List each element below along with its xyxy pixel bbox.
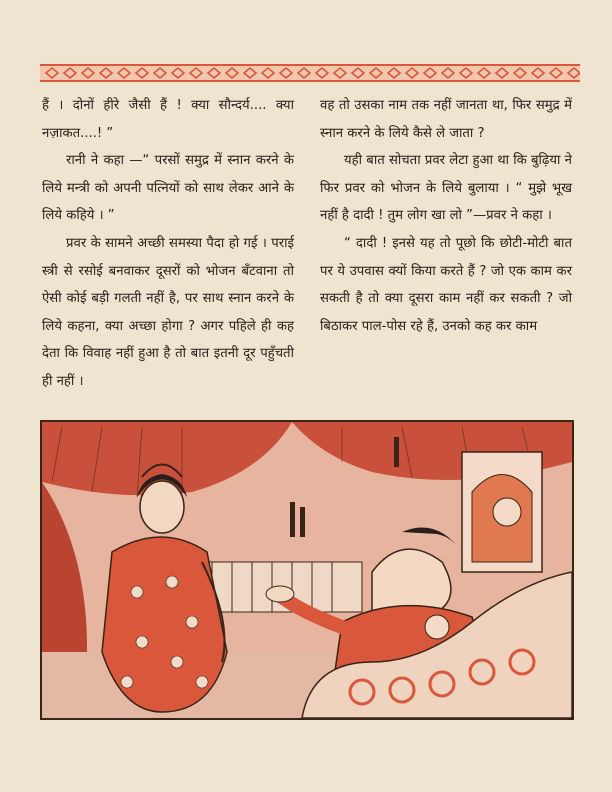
left-text-column xyxy=(42,92,294,396)
story-illustration xyxy=(40,420,574,720)
right-paragraph-3: “ दादी ! इनसे यह तो पूछो कि छोटी-मोटी बात पर ये उपवास क्यों किया करते हैं ? जो एक काम कर सकती है तो क्या दूसरा काम नहीं कर सकती ? जो बिठाकर पाल-पोस रहे हैं, उनको कह कर काम xyxy=(320,235,572,334)
decorative-border-band xyxy=(40,64,580,82)
illustration-drawing xyxy=(42,422,572,718)
left-paragraph-2: रानी ने कहा —“ परसों समुद्र में स्नान करने के लिये मन्त्री को अपनी पत्नियों को साथ लेकर आने के लिये कहिये । ” xyxy=(42,153,294,224)
right-paragraph-1: वह तो उसका नाम तक नहीं जानता था, फिर समुद्र में स्नान करने के लिये कैसे ले जाता ? xyxy=(320,98,572,141)
right-text-column xyxy=(320,92,572,340)
left-paragraph-1: हैं । दोनों हीरे जैसी हैं ! क्या सौन्दर्य.... क्या नज़ाकत....! ” xyxy=(42,98,294,141)
left-paragraph-3: प्रवर के सामने अच्छी समस्या पैदा हो गई । पराई स्त्री से रसोई बनवाकर दूसरों को भोजन बँटवाना तो ऐसी कोई बड़ी गलती नहीं है, पर साथ स्नान करने के लिये कहना, क्या अच्छा होगा ? अगर पहिले ही कह देता कि विवाह नहीं हुआ है तो बात इतनी दूर पहुँचती ही नहीं । xyxy=(42,235,294,389)
right-paragraph-2: यही बात सोचता प्रवर लेटा हुआ था कि बुढ़िया ने फिर प्रवर को भोजन के लिये बुलाया । “ मुझे भूख नहीं है दादी ! तुम लोग खा लो ”—प्रवर ने कहा । xyxy=(320,153,572,224)
